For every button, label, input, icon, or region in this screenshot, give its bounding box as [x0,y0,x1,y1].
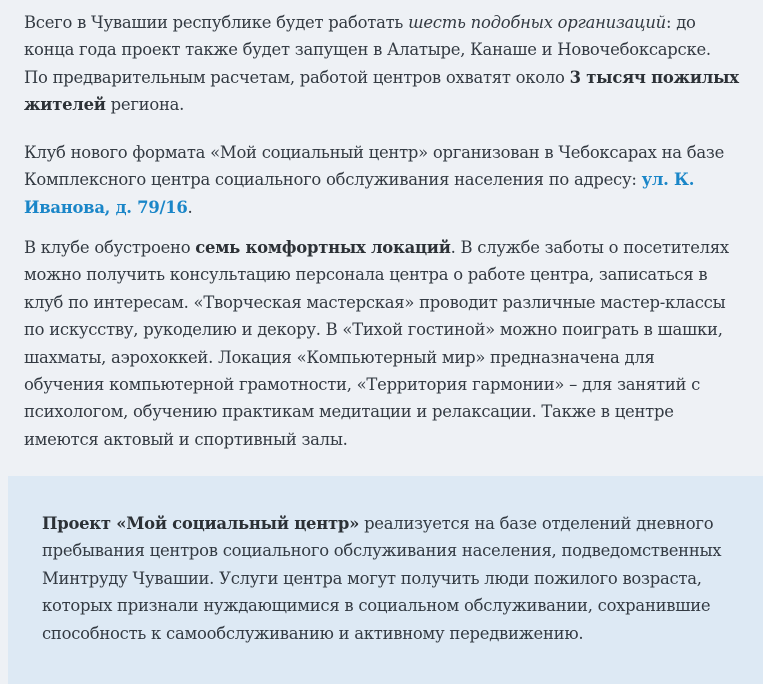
text-segment: Всего в Чувашии республике будет работать [24,13,409,32]
text-segment: Клуб нового формата «Мой социальный центр» организован в Чебоксарах на базе Комплексного центра социального обслуживания населения по адресу: [24,143,725,190]
text-segment: : до конца года проект также будет запущен в Алатыре, Канаше и Новочебоксарске. По предварительным расчетам, работой центров охватят около [24,13,711,87]
paragraph-club-address [24,139,739,221]
text-segment: . [187,197,193,217]
bold-text: 3 тысяч пожилых жителей [24,67,739,115]
text-segment: В клубе обустроено [24,238,196,257]
info-callout-box [8,476,763,684]
text-segment: реализуется на базе отделений дневного пребывания центров социального обслуживания населения, подведомственных Минтруду Чувашии. Услуги центра могут получить люди пожилого возраста, которых признали нуждающимися в социальном обслуживании, сохранившие способность к самообслуживанию и активному передвижению. [42,514,722,643]
address-link[interactable]: ул. К. Иванова, д. 79/16 [24,170,695,217]
callout-paragraph [42,510,722,647]
text-segment: . В службе заботы о посетителях можно получить консультацию персонала центра о работе центра, записаться в клуб по интересам. «Творческая мастерская» проводит различные мастер-классы по искусству, рукоделию и декору. В «Тихой гостиной» можно поиграть в шашки, шахматы, аэрохоккей. Локация «Компьютерный мир» предназначена для обучения компьютерной грамотности, «Территория гармонии» – для занятий с психологом, обучению практикам медитации и релаксации. Также в центре имеются актовый и спортивный залы. [24,238,729,449]
bold-text: Проект «Мой социальный центр» [42,514,360,533]
paragraph-locations [24,234,739,453]
paragraph-organizations [24,9,739,119]
text-segment: региона. [105,95,185,115]
emphasis-text: шесть подобных организаций [408,13,666,32]
bold-text: семь комфортных локаций [195,238,451,257]
